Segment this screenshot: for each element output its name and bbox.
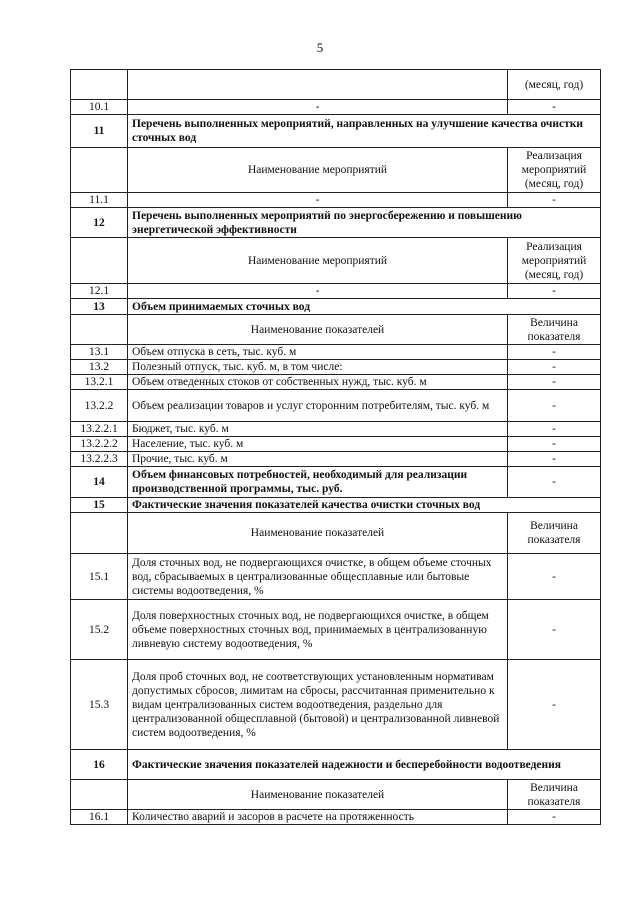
row-label: Количество аварий и засоров в расчете на протяженность — [128, 810, 508, 825]
row-label: Объем реализации товаров и услуг сторонним потребителям, тыс. куб. м — [128, 390, 508, 422]
row-label: Прочие, тыс. куб. м — [128, 452, 508, 467]
column-header-name: Наименование показателей — [128, 780, 508, 810]
section-title: Фактические значения показателей качества очистки сточных вод — [128, 498, 601, 513]
row-label: Полезный отпуск, тыс. куб. м, в том числе: — [128, 360, 508, 375]
row-number — [71, 70, 128, 100]
row-number: 10.1 — [71, 100, 128, 115]
row-number: 13.1 — [71, 345, 128, 360]
section-row — [71, 498, 601, 513]
row-value: - — [508, 437, 601, 452]
row-value: - — [508, 600, 601, 660]
table-row — [71, 100, 601, 115]
section-number: 14 — [71, 467, 128, 498]
row-value: - — [508, 554, 601, 600]
column-header-value: Величина показателя — [508, 513, 601, 554]
row-number: 13.2 — [71, 360, 128, 375]
column-header-row — [71, 780, 601, 810]
row-value: - — [508, 422, 601, 437]
table-row — [71, 193, 601, 208]
column-header-value: Реализация мероприятий (месяц, год) — [508, 238, 601, 284]
table-row — [71, 390, 601, 422]
row-value: - — [508, 100, 601, 115]
section-title: Объем принимаемых сточных вод — [128, 299, 601, 315]
section-number: 13 — [71, 299, 128, 315]
row-number: 13.2.2.2 — [71, 437, 128, 452]
column-header-row — [71, 148, 601, 193]
row-number: 15.1 — [71, 554, 128, 600]
table-row — [71, 70, 601, 100]
row-label: Объем отведенных стоков от собственных нужд, тыс. куб. м — [128, 375, 508, 390]
row-value: - — [508, 452, 601, 467]
column-header-row — [71, 513, 601, 554]
column-header-value: Величина показателя — [508, 780, 601, 810]
table-row — [71, 554, 601, 600]
row-number: 15.2 — [71, 600, 128, 660]
row-number: 13.2.2 — [71, 390, 128, 422]
row-value: - — [508, 193, 601, 208]
row-label: Доля проб сточных вод, не соответствующих установленным нормативам допустимых сбросов, лимитам на сбросы, рассчитанная применительно к видам централизованных систем водоотведения, раздельно для централизованной общесплавной (бытовой) и централизованной ливневой систем водоотведения, % — [128, 660, 508, 750]
section-number: 15 — [71, 498, 128, 513]
row-label: Доля сточных вод, не подвергающихся очистке, в общем объеме сточных вод, сбрасываемых в централизованные общесплавные или бытовые системы водоотведения, % — [128, 554, 508, 600]
column-header-row — [71, 238, 601, 284]
column-header-name: Наименование показателей — [128, 315, 508, 345]
row-number — [71, 780, 128, 810]
row-label: - — [128, 193, 508, 208]
section-title: Объем финансовых потребностей, необходимый для реализации производственной программы, тыс. руб. — [128, 467, 508, 498]
row-label — [128, 70, 508, 100]
row-label: Доля поверхностных сточных вод, не подвергающихся очистке, в общем объеме поверхностных сточных вод, принимаемых в централизованную ливневую систему водоотведения, % — [128, 600, 508, 660]
row-number — [71, 513, 128, 554]
row-value: - — [508, 390, 601, 422]
table-row — [71, 422, 601, 437]
row-label: Население, тыс. куб. м — [128, 437, 508, 452]
report-table — [70, 69, 601, 825]
table-row — [71, 810, 601, 825]
row-number — [71, 238, 128, 284]
page-number: 5 — [316, 40, 324, 55]
column-header-value: Реализация мероприятий (месяц, год) — [508, 148, 601, 193]
row-value: - — [508, 360, 601, 375]
section-row — [71, 750, 601, 780]
table-row — [71, 284, 601, 299]
row-number: 12.1 — [71, 284, 128, 299]
column-header-name: Наименование показателей — [128, 513, 508, 554]
row-value: - — [508, 345, 601, 360]
section-row — [71, 115, 601, 148]
table-row — [71, 360, 601, 375]
table-row — [71, 437, 601, 452]
row-number — [71, 315, 128, 345]
column-header-name: Наименование мероприятий — [128, 238, 508, 284]
row-number: 13.2.2.1 — [71, 422, 128, 437]
section-row — [71, 208, 601, 238]
row-number: 15.3 — [71, 660, 128, 750]
section-title: Фактические значения показателей надежности и бесперебойности водоотведения — [128, 750, 601, 780]
row-number: 13.2.1 — [71, 375, 128, 390]
column-header-row — [71, 315, 601, 345]
row-label: - — [128, 100, 508, 115]
section-row — [71, 299, 601, 315]
row-value: - — [508, 467, 601, 498]
row-label: Объем отпуска в сеть, тыс. куб. м — [128, 345, 508, 360]
row-number — [71, 148, 128, 193]
row-value: - — [508, 660, 601, 750]
table-row — [71, 660, 601, 750]
section-title: Перечень выполненных мероприятий по энергосбережению и повышению энергетической эффективности — [128, 208, 601, 238]
section-number: 12 — [71, 208, 128, 238]
row-label: - — [128, 284, 508, 299]
column-header-name: Наименование мероприятий — [128, 148, 508, 193]
row-number: 16.1 — [71, 810, 128, 825]
row-value: - — [508, 375, 601, 390]
row-value: (месяц, год) — [508, 70, 601, 100]
row-value: - — [508, 810, 601, 825]
table-row — [71, 375, 601, 390]
table-row — [71, 345, 601, 360]
row-label: Бюджет, тыс. куб. м — [128, 422, 508, 437]
row-number: 13.2.2.3 — [71, 452, 128, 467]
section-row — [71, 467, 601, 498]
row-value: - — [508, 284, 601, 299]
table-row — [71, 452, 601, 467]
section-number: 11 — [71, 115, 128, 148]
section-title: Перечень выполненных мероприятий, направленных на улучшение качества очистки сточных вод — [128, 115, 601, 148]
table-row — [71, 600, 601, 660]
row-number: 11.1 — [71, 193, 128, 208]
column-header-value: Величина показателя — [508, 315, 601, 345]
section-number: 16 — [71, 750, 128, 780]
